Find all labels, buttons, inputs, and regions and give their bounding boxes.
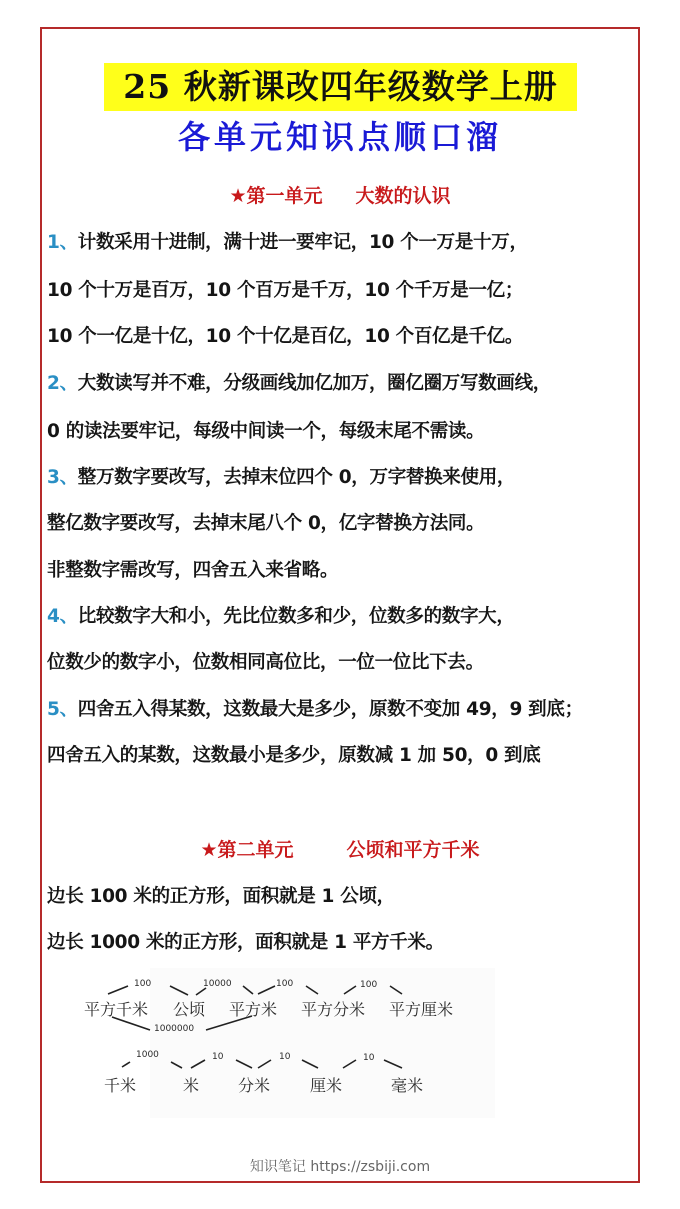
factor-label: 10 bbox=[363, 1053, 375, 1063]
unit1-item1-line3: 10 个一亿是十亿，10 个十亿是百亿，10 个百亿是千亿。 bbox=[47, 326, 524, 347]
factor-label: 10 bbox=[279, 1052, 291, 1062]
factor-label: 100 bbox=[134, 979, 152, 989]
unit2-line2: 边长 1000 米的正方形，面积就是 1 平方千米。 bbox=[47, 932, 444, 953]
length-unit-dm: 分米 bbox=[238, 1076, 271, 1095]
length-unit-mm: 毫米 bbox=[391, 1076, 424, 1095]
factor-label: 10000 bbox=[203, 979, 232, 989]
item-number: 2、 bbox=[47, 373, 78, 394]
unit1-item3-line2: 整亿数字要改写，去掉末尾八个 0，亿字替换方法同。 bbox=[47, 513, 485, 534]
line-text: 计数采用十进制，满十进一要牢记，10 个一万是十万， bbox=[77, 232, 528, 253]
length-unit-m: 米 bbox=[183, 1076, 200, 1095]
length-unit-cm: 厘米 bbox=[310, 1076, 343, 1095]
area-unit-sq-dm: 平方分米 bbox=[301, 1000, 366, 1019]
line-text: 整万数字要改写，去掉末位四个 0，万字替换来使用， bbox=[77, 467, 516, 488]
factor-label: 1000 bbox=[136, 1050, 159, 1060]
area-unit-sq-cm: 平方厘米 bbox=[389, 1000, 454, 1019]
footer-watermark: 知识笔记 https://zsbiji.com bbox=[249, 1159, 431, 1175]
unit1-heading: ★第一单元 大数的认识 bbox=[229, 185, 451, 207]
factor-label: 100 bbox=[360, 980, 378, 990]
unit1-item4-line2: 位数少的数字小，位数相同高位比，一位一位比下去。 bbox=[47, 652, 484, 673]
line-text: 大数读写并不难，分级画线加亿加万，圈亿圈万写数画线， bbox=[77, 373, 551, 394]
line-text: 四舍五入得某数，这数最大是多少，原数不变加 49，9 到底； bbox=[77, 699, 583, 720]
area-unit-sq-km: 平方千米 bbox=[84, 1000, 149, 1019]
unit1-item2-line2: 0 的读法要牢记，每级中间读一个，每级末尾不需读。 bbox=[47, 421, 485, 442]
factor-label: 100 bbox=[276, 979, 294, 989]
item-number: 3、 bbox=[47, 467, 78, 488]
unit2-heading: ★第二单元 公顷和平方千米 bbox=[200, 839, 480, 861]
line-text: 比较数字大和小，先比位数多和少，位数多的数字大， bbox=[77, 606, 515, 627]
unit1-item3-line3: 非整数字需改写，四舍五入来省略。 bbox=[47, 560, 339, 581]
factor-label-span: 1000000 bbox=[154, 1024, 195, 1034]
unit2-line1: 边长 100 米的正方形，面积就是 1 公顷， bbox=[47, 886, 395, 907]
unit1-item1-line2: 10 个十万是百万，10 个百万是千万，10 个千万是一亿； bbox=[47, 280, 524, 301]
factor-label: 10 bbox=[212, 1052, 224, 1062]
length-unit-km: 千米 bbox=[104, 1076, 137, 1095]
item-number: 5、 bbox=[47, 699, 78, 720]
area-unit-sq-m: 平方米 bbox=[229, 1000, 278, 1019]
item-number: 4、 bbox=[47, 606, 78, 627]
item-number: 1、 bbox=[47, 232, 78, 253]
page-subtitle: 各单元知识点顺口溜 bbox=[177, 118, 502, 156]
page-title: 25 秋新课改四年级数学上册 bbox=[123, 67, 558, 106]
area-unit-hectare: 公顷 bbox=[173, 1000, 206, 1019]
unit1-item5-line2: 四舍五入的某数，这数最小是多少，原数减 1 加 50，0 到底 bbox=[47, 745, 541, 766]
